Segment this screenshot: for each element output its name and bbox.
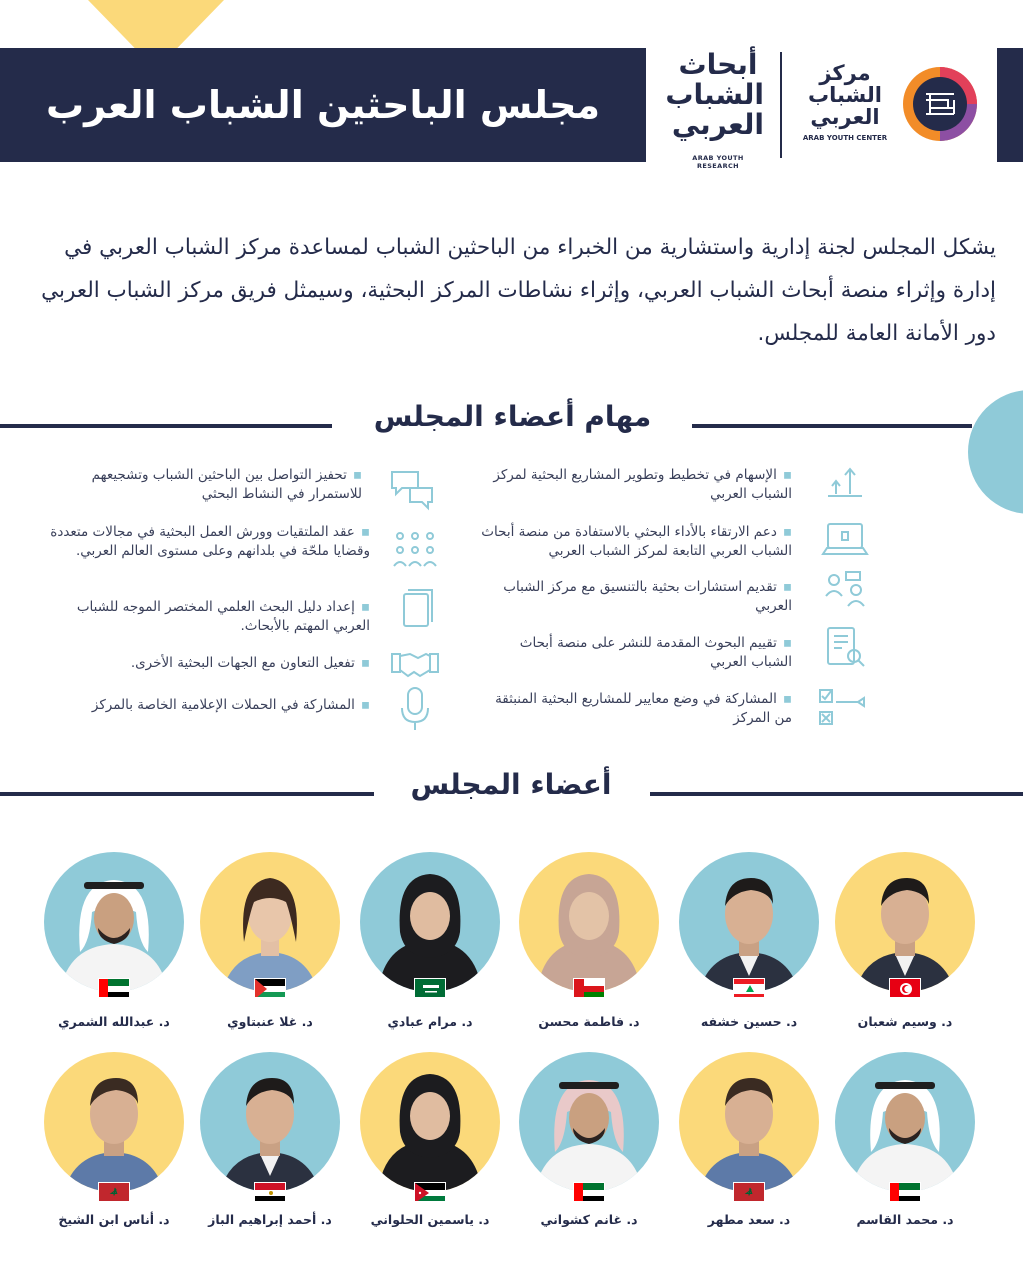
member-name: د. سعد مطهر: [707, 1212, 791, 1227]
logo-research-line-1: أبحاث: [678, 48, 758, 81]
flag-morocco-icon: [733, 1182, 765, 1202]
task-item: ▪تقييم البحوث المقدمة للنشر على منصة أبحاث الشباب العربي: [519, 635, 792, 670]
document-search-icon: [820, 622, 870, 672]
member-photo: [679, 1052, 819, 1192]
checklist-pen-icon: [816, 682, 866, 732]
consultation-icon: [820, 566, 870, 616]
members-section-title: أعضاء المجلس: [410, 768, 612, 801]
flag-lebanon-icon: [733, 978, 765, 998]
arab-youth-center-logo-text: [800, 62, 890, 128]
task-item: ▪إعداد دليل البحث العلمي المختصر الموجه للشباب العربي المهتم بالأبحاث.: [76, 599, 370, 634]
member-photo: [44, 852, 184, 992]
header-edge-bar: [997, 48, 1023, 162]
task-item: ▪المشاركة في الحملات الإعلامية الخاصة بالمركز: [91, 697, 370, 713]
flag-saudi-arabia-icon: [414, 978, 446, 998]
member-photo: [200, 1052, 340, 1192]
task-item: ▪عقد الملتقيات وورش العمل البحثية في مجالات متعددة وقضايا ملحّة في بلدانهم وعلى مستوى العالم العربي.: [50, 524, 370, 559]
section-divider-left: [0, 424, 332, 428]
tasks-section-title: مهام أعضاء المجلس: [373, 400, 652, 433]
member-photo: [519, 852, 659, 992]
logo-center-line-2: الشباب: [807, 83, 882, 107]
member-name: د. ياسمين الحلواني: [370, 1212, 490, 1227]
logo-center-line-1: مركز: [819, 61, 871, 85]
documents-icon: [392, 586, 442, 636]
member-photo: [44, 1052, 184, 1192]
arab-youth-center-emblem-icon: [900, 64, 980, 144]
member-name: د. غانم كشواني: [540, 1212, 638, 1227]
member-name: د. مرام عبادي: [387, 1014, 473, 1029]
logo-divider: [780, 52, 782, 158]
member-name: د. حسين خشفه: [700, 1014, 798, 1029]
flag-palestine-icon: [254, 978, 286, 998]
intro-paragraph: يشكل المجلس لجنة إدارية واستشارية من الخبراء من الباحثين الشباب لمساعدة مركز الشباب العربي في إدارة وإثراء منصة أبحاث الشباب العربي، وإثراء نشاطات المركز البحثية، وسيمثل فريق مركز الشباب العربي دور الأمانة العامة للمجلس.: [41, 235, 996, 346]
flag-uae-icon: [573, 1182, 605, 1202]
member-name: د. غلا عنبتاوي: [227, 1014, 313, 1029]
member-name: د. وسيم شعبان: [857, 1014, 953, 1029]
logo-research-english: ARAB YOUTH RESEARCH: [692, 154, 744, 170]
laptop-icon: [820, 514, 870, 564]
section-divider-left: [0, 792, 374, 796]
flag-egypt-icon: [254, 1182, 286, 1202]
page-title: مجلس الباحثين الشباب العرب: [46, 83, 601, 127]
flag-morocco-icon: [98, 1182, 130, 1202]
flag-tunisia-icon: [889, 978, 921, 998]
logo-center-line-3: العربي: [810, 105, 880, 129]
flag-oman-icon: [573, 978, 605, 998]
chat-bubbles-icon: [388, 466, 438, 516]
task-item: ▪المشاركة في وضع معايير للمشاريع البحثية المنبثقة من المركز: [495, 691, 792, 726]
flag-uae-icon: [889, 1182, 921, 1202]
task-item: ▪تقديم استشارات بحثية بالتنسيق مع مركز الشباب العربي: [503, 579, 792, 614]
member-photo: [835, 1052, 975, 1192]
microphone-icon: [390, 684, 440, 734]
member-photo: [679, 852, 819, 992]
member-name: د. أناس ابن الشيخ: [58, 1212, 170, 1227]
logo-center-english: ARAB YOUTH CENTER: [802, 134, 888, 142]
member-photo: [200, 852, 340, 992]
growth-arrows-icon: [820, 456, 870, 506]
section-divider-right: [650, 792, 1023, 796]
section-divider-right: [692, 424, 972, 428]
handshake-icon: [390, 640, 440, 690]
decorative-circle: [968, 390, 1023, 514]
task-item: ▪دعم الارتقاء بالأداء البحثي بالاستفادة من منصة أبحاث الشباب العربي التابعة لمركز الشباب العربي: [481, 524, 792, 559]
logo-research-line-2: الشباب: [665, 78, 764, 111]
flag-uae-icon: [98, 978, 130, 998]
member-name: د. عبدالله الشمري: [58, 1014, 170, 1029]
task-item: ▪الإسهام في تخطيط وتطوير المشاريع البحثية لمركز الشباب العربي: [493, 467, 792, 502]
arab-youth-research-logo: [665, 48, 764, 141]
audience-icon: [390, 526, 440, 576]
member-photo: [360, 1052, 500, 1192]
task-item: ▪تحفيز التواصل بين الباحثين الشباب وتشجيعهم للاستمرار في النشاط البحثي: [91, 467, 362, 502]
task-item: ▪تفعيل التعاون مع الجهات البحثية الأخرى.: [130, 655, 370, 671]
member-photo: [360, 852, 500, 992]
flag-jordan-icon: [414, 1182, 446, 1202]
member-name: د. أحمد إبراهيم الباز: [208, 1212, 332, 1227]
logo-research-line-3: العربي: [671, 108, 764, 141]
member-photo: [519, 1052, 659, 1192]
member-name: د. محمد القاسم: [856, 1212, 954, 1227]
member-name: د. فاطمة محسن: [538, 1014, 640, 1029]
member-photo: [835, 852, 975, 992]
